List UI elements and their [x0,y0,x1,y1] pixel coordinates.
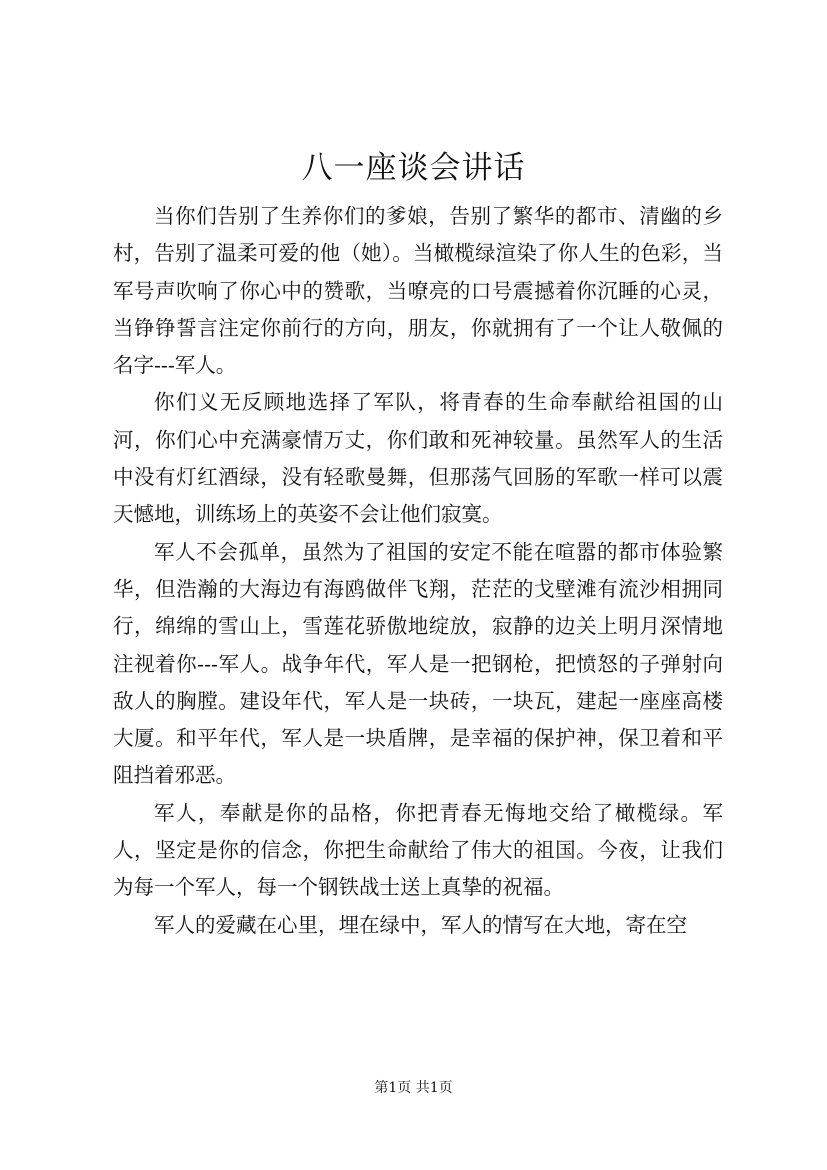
document-body [113,198,723,944]
paragraph: 军人，奉献是你的品格，你把青春无悔地交给了橄榄绿。军人，坚定是你的信念，你把生命献给了伟大的祖国。今夜，让我们为每一个军人，每一个钢铁战士送上真挚的祝福。 [113,800,723,900]
paragraph: 军人的爱藏在心里，埋在绿中，军人的情写在大地，寄在空 [154,912,687,937]
page-footer: 第1页 共1页 [374,1080,453,1096]
paragraph: 你们义无反顾地选择了军队，将青春的生命奉献给祖国的山河，你们心中充满豪情万丈，你们敢和死神较量。虽然军人的生活中没有灯红酒绿，没有轻歌曼舞，但那荡气回肠的军歌一样可以震天憾地，训练场上的英姿不会让他们寂寞。 [113,390,723,527]
document-title: 八一座谈会讲话 [301,150,526,186]
paragraph: 当你们告别了生养你们的爹娘，告别了繁华的都市、清幽的乡村，告别了温柔可爱的他（她）。当橄榄绿渲染了你人生的色彩，当军号声吹响了你心中的赞歌，当嘹亮的口号震撼着你沉睡的心灵，当铮铮誓言注定你前行的方向，朋友，你就拥有了一个让人敬佩的名字---军人。 [113,204,723,378]
paragraph: 军人不会孤单，虽然为了祖国的安定不能在喧嚣的都市体验繁华，但浩瀚的大海边有海鸥做伴飞翔，茫茫的戈壁滩有流沙相拥同行，绵绵的雪山上，雪莲花骄傲地绽放，寂静的边关上明月深情地注视着你---军人。战争年代，军人是一把钢枪，把愤怒的子弹射向敌人的胸膛。建设年代，军人是一块砖，一块瓦，建起一座座高楼大厦。和平年代，军人是一块盾牌，是幸福的保护神，保卫着和平阻挡着邪恶。 [113,539,723,788]
